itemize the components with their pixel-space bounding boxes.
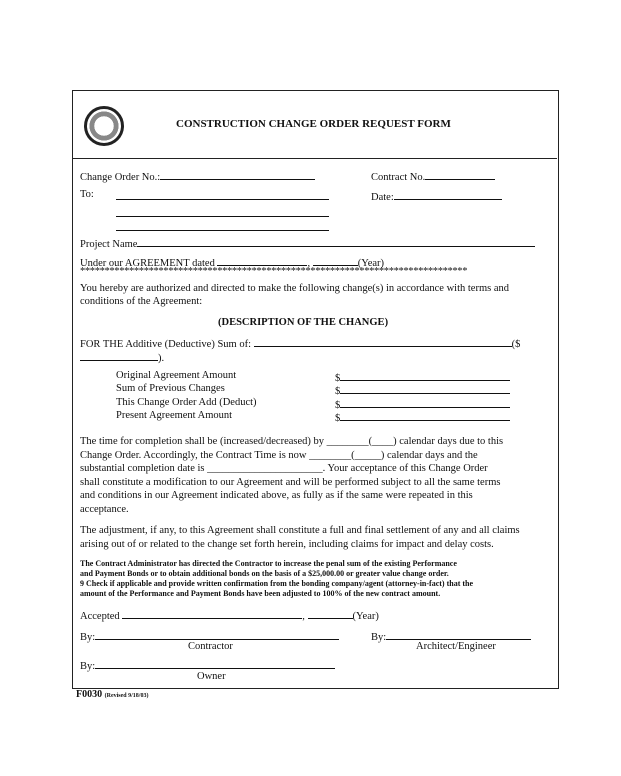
comma: , [307, 258, 311, 269]
agreement-label: Under our AGREEMENT dated [80, 258, 215, 269]
dollar-sign: $ [335, 386, 341, 397]
dollar-sign: $ [335, 373, 341, 384]
change-order-field[interactable] [80, 169, 315, 183]
revised-date: (Revised 9/18/03) [104, 693, 149, 699]
adjust-para-line: The adjustment, if any, to this Agreement shall constitute a full and final settlement of any and all claims [80, 525, 520, 536]
date-label: Date: [371, 192, 394, 203]
project-name-field[interactable] [80, 236, 535, 250]
authorized-text-1: You hereby are authorized and directed to make the following change(s) in accordance with terms and [80, 283, 509, 294]
by-label: By: [371, 632, 387, 643]
bond-check-line[interactable]: 9 Check if applicable and provide written confirmation from the bonding company/agent (attorney-in-fact) that the [80, 579, 474, 588]
form-number: F0030 (Revised 9/18/03) [76, 689, 149, 700]
contract-no-field[interactable] [371, 169, 495, 183]
time-para-line: and conditions in our Agreement indicated above, as fully as if the same were repeated in this [80, 490, 473, 501]
amount-field[interactable] [335, 383, 510, 397]
year-label: (Year) [357, 258, 385, 269]
county-seal-logo [84, 106, 124, 146]
time-para-line: shall constitute a modification to our Agreement and will be performed subject to all the same terms [80, 477, 501, 488]
to-label: To: [80, 189, 94, 200]
date-field[interactable] [371, 189, 502, 203]
by-label: By: [80, 632, 96, 643]
sum-label: FOR THE Additive (Deductive) Sum of: [80, 339, 251, 350]
bond-para-line: The Contract Administrator has directed the Contractor to increase the penal sum of the existing Performance [80, 559, 457, 568]
amount-label: This Change Order Add (Deduct) [116, 397, 257, 408]
amount-label: Original Agreement Amount [116, 370, 237, 381]
contractor-label: Contractor [188, 641, 233, 652]
accepted-label: Accepted [80, 611, 120, 622]
time-para-line: acceptance. [80, 504, 129, 515]
amount-label: Sum of Previous Changes [116, 383, 225, 394]
by-label: By: [80, 661, 96, 672]
description-heading: (DESCRIPTION OF THE CHANGE) [218, 317, 389, 328]
form-title: CONSTRUCTION CHANGE ORDER REQUEST FORM [176, 118, 451, 130]
separator-stars: ******************************************************************************* [80, 266, 468, 277]
accepted-field[interactable] [80, 608, 379, 622]
amount-label: Present Agreement Amount [116, 410, 233, 421]
dollar-sign: $ [335, 400, 341, 411]
change-order-label: Change Order No.: [80, 172, 161, 183]
contract-no-label: Contract No. [371, 172, 426, 183]
authorized-text-2: conditions of the Agreement: [80, 296, 203, 307]
sum-field[interactable] [80, 336, 520, 350]
time-para-line: Change Order. Accordingly, the Contract Time is now ________(_____) calendar days and the [80, 450, 478, 461]
owner-signature-field[interactable] [80, 658, 335, 672]
bond-para-line: and Payment Bonds or to obtain additional bonds on the basis of a $25,000.00 or greater value change order. [80, 569, 449, 578]
to-field-line-3[interactable] [116, 220, 329, 234]
sum-open: ($ [511, 339, 521, 350]
to-field-line-2[interactable] [116, 206, 329, 220]
dollar-sign: $ [335, 413, 341, 424]
comma: , [302, 611, 305, 622]
to-field-line-1[interactable] [116, 189, 329, 203]
owner-label: Owner [197, 671, 226, 682]
adjust-para-line: arising out of or related to the change set forth herein, including claims for impact and delay costs. [80, 539, 494, 550]
amount-field[interactable] [335, 410, 510, 424]
time-para-line: The time for completion shall be (increased/decreased) by ________(____) calendar days due to this [80, 436, 504, 447]
architect-label: Architect/Engineer [416, 641, 496, 652]
sum-close: ). [158, 353, 165, 364]
amount-field[interactable] [335, 397, 510, 411]
year-label: (Year) [352, 611, 379, 622]
amount-field[interactable] [335, 370, 510, 384]
bond-para-line: amount of the Performance and Payment Bonds have been adjusted to 100% of the new contract amount. [80, 589, 441, 598]
time-para-line: substantial completion date is ______________________. Your acceptance of this Change Order [80, 463, 488, 474]
sum-amount-field[interactable] [80, 350, 164, 364]
project-name-label: Project Name [80, 239, 138, 250]
